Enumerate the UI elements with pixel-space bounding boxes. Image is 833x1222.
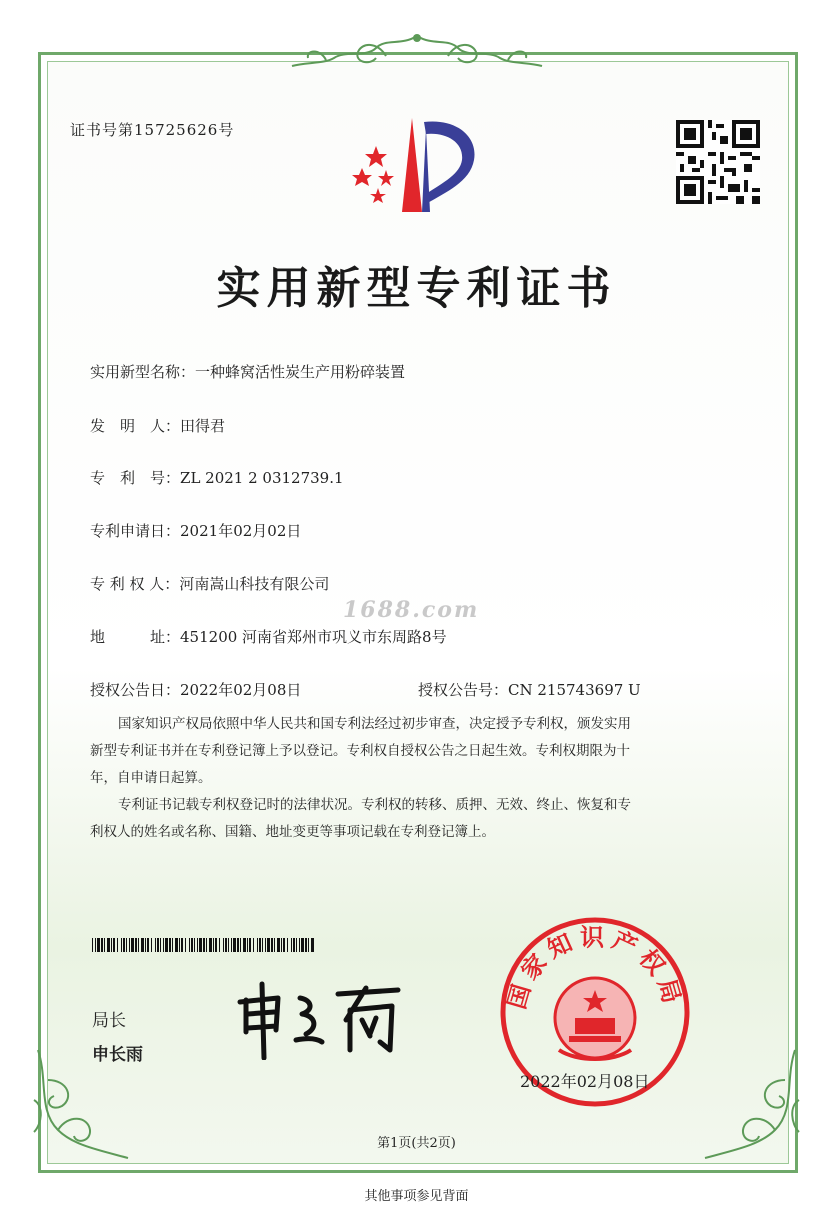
barcode-bar: [305, 938, 307, 952]
barcode-bar: [237, 938, 239, 952]
barcode-bar: [225, 938, 227, 952]
field-label: 实用新型名称：: [90, 363, 196, 381]
barcode-bar: [131, 938, 134, 952]
barcode-bar: [206, 938, 207, 952]
barcode-bar: [199, 938, 202, 952]
barcode-bar: [160, 938, 161, 952]
barcode-bar: [265, 938, 266, 952]
barcode-bar: [215, 938, 217, 952]
barcode-bar: [175, 938, 178, 952]
patent-number-field: [90, 467, 344, 488]
field-label: 专利申请日：: [90, 522, 181, 540]
barcode-bar: [145, 938, 146, 952]
barcode-bar: [247, 938, 248, 952]
official-title: 局长: [92, 1011, 126, 1031]
field-label: 专 利 权 人：: [90, 575, 180, 593]
grant-number-field: [418, 679, 641, 700]
field-value: 2022年02月08日: [180, 681, 302, 699]
barcode-bar: [233, 938, 236, 952]
field-value: 一种蜂窝活性炭生产用粉碎装置: [195, 363, 406, 381]
field-label: 地 址：: [90, 628, 181, 646]
barcode-bar: [308, 938, 309, 952]
barcode-bar: [259, 938, 261, 952]
signature: [226, 980, 426, 1060]
barcode-bar: [151, 938, 152, 952]
barcode-bar: [228, 938, 229, 952]
grant-date-field: [90, 679, 301, 700]
barcode-bar: [311, 938, 314, 952]
barcode-bar: [257, 938, 258, 952]
barcode-bar: [267, 938, 270, 952]
barcode-bar: [203, 938, 205, 952]
official-name: 申长雨: [92, 1045, 143, 1065]
barcode-bar: [141, 938, 144, 952]
barcode-bar: [274, 938, 275, 952]
barcode-bar: [95, 938, 96, 952]
barcode-bar: [240, 938, 241, 952]
barcode-bar: [231, 938, 232, 952]
page-indicator: 第1页(共2页): [377, 1136, 456, 1151]
barcode-bar: [296, 938, 297, 952]
statement-paragraph-2: [90, 792, 750, 846]
barcode-bar: [283, 938, 285, 952]
barcode-bar: [123, 938, 125, 952]
barcode-bar: [121, 938, 122, 952]
barcode-bar: [197, 938, 198, 952]
barcode-bar: [262, 938, 263, 952]
field-value: 河南嵩山科技有限公司: [179, 575, 330, 593]
certificate-title: 实用新型专利证书: [216, 263, 617, 314]
barcode-bar: [181, 938, 183, 952]
barcode-bar: [138, 938, 139, 952]
barcode-bar: [169, 938, 171, 952]
barcode-bar: [104, 938, 105, 952]
field-value: 2021年02月02日: [180, 522, 302, 540]
field-label: 授权公告日：: [90, 681, 181, 699]
barcode-bar: [249, 938, 251, 952]
barcode-bar: [126, 938, 127, 952]
barcode: [92, 938, 314, 952]
barcode-bar: [287, 938, 288, 952]
patentee-field: [90, 573, 329, 594]
field-value: ZL 2021 2 0312739.1: [180, 469, 344, 487]
paragraph-line: 利权人的姓名或名称、国籍、地址变更等事项记载在专利登记簿上。: [90, 824, 495, 840]
barcode-bar: [163, 938, 164, 952]
paragraph-line: 年，自申请日起算。: [90, 770, 212, 786]
barcode-bar: [243, 938, 246, 952]
barcode-bar: [301, 938, 304, 952]
paragraph-line: 专利证书记载专利权登记时的法律状况。专利权的转移、质押、无效、终止、恢复和专: [118, 797, 631, 813]
barcode-bar: [97, 938, 100, 952]
barcode-bar: [113, 938, 115, 952]
patent-office-logo: [346, 108, 496, 218]
field-label: 专 利 号：: [90, 469, 181, 487]
barcode-bar: [147, 938, 149, 952]
field-label: 发 明 人：: [90, 417, 181, 435]
barcode-bar: [189, 938, 190, 952]
utility-model-name-field: [90, 361, 405, 382]
statement-paragraph-1: [90, 711, 750, 792]
seal-text: 国家知识产权局: [501, 922, 689, 1013]
certificate-number: 证书号第15725626号: [70, 121, 235, 139]
barcode-bar: [213, 938, 214, 952]
field-value: CN 215743697 U: [508, 681, 641, 699]
barcode-bar: [299, 938, 300, 952]
top-ornament: [286, 28, 548, 76]
field-value: 田得君: [180, 417, 226, 435]
barcode-bar: [92, 938, 93, 952]
barcode-bar: [101, 938, 103, 952]
footer-note: 其他事项参见背面: [364, 1189, 469, 1204]
paragraph-line: 新型专利证书并在专利登记簿上予以登记。专利权自授权公告之日起生效。专利权期限为十: [90, 743, 630, 759]
barcode-bar: [111, 938, 112, 952]
barcode-bar: [107, 938, 110, 952]
barcode-bar: [209, 938, 212, 952]
filing-date-field: [90, 520, 301, 541]
barcode-bar: [271, 938, 273, 952]
barcode-bar: [172, 938, 173, 952]
barcode-bar: [165, 938, 168, 952]
barcode-bar: [281, 938, 282, 952]
barcode-bar: [253, 938, 254, 952]
barcode-bar: [117, 938, 118, 952]
barcode-bar: [291, 938, 292, 952]
field-label: 授权公告号：: [418, 681, 509, 699]
barcode-bar: [179, 938, 180, 952]
barcode-bar: [157, 938, 159, 952]
barcode-bar: [223, 938, 224, 952]
paragraph-line: 国家知识产权局依照中华人民共和国专利法经过初步审查，决定授予专利权，颁发实用: [118, 716, 631, 732]
field-value: 451200 河南省郑州市巩义市东周路8号: [180, 628, 447, 646]
barcode-bar: [129, 938, 130, 952]
barcode-bar: [135, 938, 137, 952]
barcode-bar: [219, 938, 220, 952]
barcode-bar: [155, 938, 156, 952]
barcode-bar: [191, 938, 193, 952]
qr-code: [676, 120, 760, 204]
address-field: [90, 626, 447, 647]
barcode-bar: [293, 938, 295, 952]
watermark: 1688.com: [343, 597, 480, 623]
seal-date: 2022年02月08日: [520, 1072, 650, 1091]
inventor-field: [90, 415, 225, 436]
barcode-bar: [277, 938, 280, 952]
barcode-bar: [185, 938, 186, 952]
barcode-bar: [194, 938, 195, 952]
